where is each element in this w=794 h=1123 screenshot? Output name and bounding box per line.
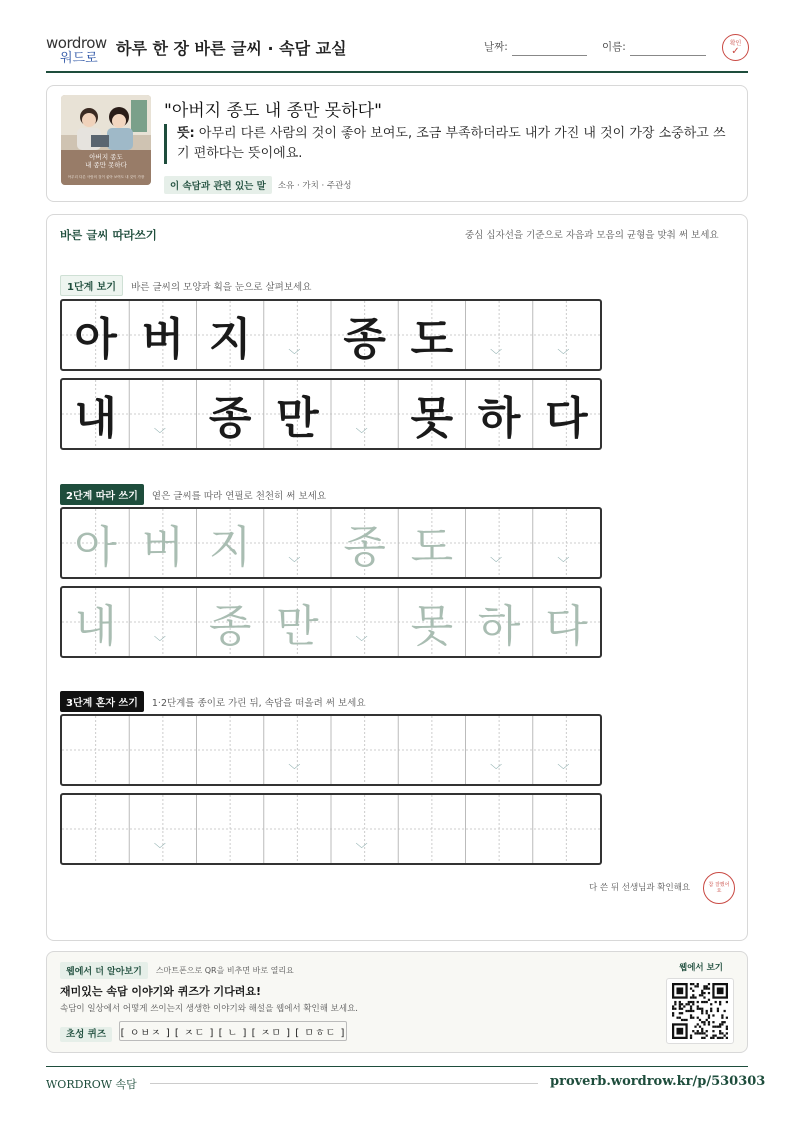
- practice-section-title: 바른 글씨 따라쓰기: [60, 228, 157, 242]
- grid-cell[interactable]: [62, 509, 129, 577]
- space-marker-icon: ﹀: [355, 635, 368, 649]
- grid-cell[interactable]: [466, 795, 533, 863]
- grid-cell: [466, 301, 533, 369]
- initial-consonant-quiz: [ ㅇㅂㅈ ] [ ㅈㄷ ] [ ㄴ ] [ ㅈㅁ ] [ ㅁㅎㄷ ]: [119, 1021, 347, 1041]
- grid-character: 다: [545, 601, 588, 652]
- space-marker-icon: ﹀: [355, 427, 368, 441]
- grid-cell: [129, 301, 196, 369]
- grid-character: 내: [74, 393, 117, 444]
- grid-character: 하: [477, 393, 521, 444]
- grid-cell[interactable]: [129, 795, 196, 863]
- space-marker-icon: ﹀: [153, 842, 166, 856]
- grid-cell[interactable]: [466, 509, 533, 577]
- proverb-illustration: [61, 95, 151, 185]
- qr-label: 웹에서 보기: [679, 963, 724, 973]
- grid-cell[interactable]: [533, 716, 600, 784]
- name-field[interactable]: [630, 41, 706, 56]
- web-more-desc: 속담이 일상에서 어떻게 쓰이는지 생생한 이야기와 해설을 웹에서 확인해 보세요.: [60, 1004, 358, 1014]
- web-more-label: 웹에서 더 알아보기: [60, 962, 148, 979]
- web-more-hint: 스마트폰으로 QR을 비추면 바로 열리요: [155, 966, 294, 975]
- grid-cell[interactable]: [62, 795, 129, 863]
- step1-hint: 바른 글씨의 모양과 획을 눈으로 살펴보세요: [131, 281, 312, 293]
- footer-line: [150, 1083, 538, 1084]
- quiz-label-wrap: [60, 1022, 112, 1041]
- grid-character: 하: [477, 601, 521, 652]
- space-marker-icon: ﹀: [288, 556, 301, 570]
- space-marker-icon: ﹀: [288, 763, 301, 777]
- practice-section-hint: 중심 십자선을 기준으로 자음과 모음의 균형을 맞춰 써 보세요: [465, 230, 719, 241]
- grid-character: 만: [276, 601, 319, 652]
- grid-character: 아: [74, 314, 117, 365]
- space-marker-icon: ﹀: [490, 763, 503, 777]
- teacher-check-text: 다 쓴 뒤 선생님과 확인해요: [589, 883, 691, 893]
- illustration-caption: 아무리 다른 사람의 것이 좋아 보여도 내 것이 가장: [67, 175, 145, 179]
- step2-badge: 2단계 따라 쓰기: [60, 484, 144, 505]
- grid-cell[interactable]: [398, 716, 465, 784]
- grid-cell: [398, 301, 465, 369]
- step3-header: [60, 691, 366, 712]
- grid-cell[interactable]: [197, 509, 264, 577]
- good-job-stamp-icon: [703, 872, 735, 904]
- grid-cell[interactable]: [264, 795, 331, 863]
- grid-cell[interactable]: [62, 588, 129, 656]
- grid-character: 도: [410, 314, 454, 365]
- grid-character: 종: [208, 601, 252, 652]
- grid-character: 다: [545, 393, 588, 444]
- grid-cell[interactable]: [129, 509, 196, 577]
- grid-cell[interactable]: [62, 716, 129, 784]
- step2-line2[interactable]: [60, 586, 602, 658]
- grid-character: 지: [208, 522, 252, 573]
- logo-korean-wordmark: 워드로: [60, 51, 98, 66]
- space-marker-icon: ﹀: [557, 348, 570, 362]
- related-label: 이 속담과 관련 있는 말: [164, 176, 272, 194]
- space-marker-icon: ﹀: [557, 763, 570, 777]
- grid-cell[interactable]: [129, 588, 196, 656]
- meaning-label: 뜻:: [177, 126, 195, 141]
- space-marker-icon: ﹀: [557, 556, 570, 570]
- step2-line1[interactable]: [60, 507, 602, 579]
- step1-header: [60, 275, 311, 296]
- space-marker-icon: ﹀: [153, 427, 166, 441]
- space-marker-icon: ﹀: [355, 842, 368, 856]
- step3-line2[interactable]: [60, 793, 602, 865]
- illustration-title: 아버지 종도 내 종만 못하다: [85, 153, 127, 169]
- step2-hint: 옅은 글씨를 따라 연필로 천천히 써 보세요: [151, 490, 327, 502]
- step3-badge: 3단계 혼자 쓰기: [60, 691, 144, 712]
- page-title: 하루 한 장 바른 글씨 · 속담 교실: [116, 39, 347, 58]
- grid-cell: [62, 380, 129, 448]
- step1-line2: [60, 378, 602, 450]
- grid-cell[interactable]: [129, 716, 196, 784]
- grid-cell: [466, 380, 533, 448]
- qr-code[interactable]: [666, 978, 734, 1044]
- grid-cell[interactable]: [197, 795, 264, 863]
- grid-character: 종: [208, 393, 252, 444]
- proverb-quote: "아버지 종도 내 종만 못하다": [164, 101, 382, 121]
- grid-character: 종: [343, 522, 386, 573]
- grid-cell: [331, 301, 398, 369]
- grid-cell[interactable]: [197, 588, 264, 656]
- grid-cell[interactable]: [197, 716, 264, 784]
- wordrow-logo: [46, 34, 110, 64]
- good-job-stamp-text: 참 잘했어요: [708, 882, 730, 894]
- grid-character: 지: [208, 314, 252, 365]
- date-field[interactable]: [512, 41, 587, 56]
- grid-character: 만: [276, 393, 319, 444]
- grid-character: 못: [410, 393, 454, 444]
- grid-cell: [197, 301, 264, 369]
- footer-brand: WORDROW 속담: [46, 1078, 137, 1091]
- grid-cell[interactable]: [466, 588, 533, 656]
- grid-character: 도: [410, 522, 454, 573]
- grid-cell: [331, 380, 398, 448]
- grid-cell[interactable]: [331, 588, 398, 656]
- grid-cell: [533, 380, 600, 448]
- space-marker-icon: ﹀: [490, 556, 503, 570]
- grid-cell[interactable]: [264, 509, 331, 577]
- grid-cell[interactable]: [331, 795, 398, 863]
- footer-url[interactable]: proverb.wordrow.kr/p/530303: [550, 1074, 766, 1089]
- grid-cell[interactable]: [466, 716, 533, 784]
- related-words-list: 소유 · 가치 · 주관성: [277, 181, 352, 191]
- grid-cell: [398, 380, 465, 448]
- web-more-headline: 재미있는 속담 이야기와 퀴즈가 기다려요!: [60, 985, 261, 998]
- step1-badge: 1단계 보기: [60, 275, 123, 296]
- web-more-header: [60, 962, 294, 979]
- grid-cell: [129, 380, 196, 448]
- grid-cell[interactable]: [533, 588, 600, 656]
- header-divider: [46, 71, 748, 73]
- grid-cell: [264, 301, 331, 369]
- grid-character: 종: [343, 314, 386, 365]
- proverb-meaning: [164, 124, 737, 164]
- grid-character: 버: [141, 522, 185, 573]
- grid-cell: [197, 380, 264, 448]
- grid-cell[interactable]: [398, 588, 465, 656]
- grid-cell: [533, 301, 600, 369]
- meaning-text: 아무리 다른 사람의 것이 좋아 보여도, 조금 부족하더라도 내가 가진 내 것이 가장 소중하고 쓰기 편하다는 뜻이에요.: [177, 126, 726, 161]
- footer-divider: [46, 1066, 748, 1067]
- related-words: [164, 176, 352, 194]
- space-marker-icon: ﹀: [288, 348, 301, 362]
- grid-cell[interactable]: [331, 716, 398, 784]
- step1-line1: [60, 299, 602, 371]
- grid-character: 아: [74, 522, 117, 573]
- illustration-image: [61, 95, 151, 185]
- logo-wordmark: wordrow: [46, 34, 107, 52]
- space-marker-icon: ﹀: [153, 635, 166, 649]
- qr-code-icon: [672, 983, 728, 1039]
- grid-cell[interactable]: [533, 509, 600, 577]
- grid-cell: [62, 301, 129, 369]
- grid-cell[interactable]: [264, 716, 331, 784]
- grid-cell[interactable]: [331, 509, 398, 577]
- grid-character: 못: [410, 601, 454, 652]
- grid-cell[interactable]: [264, 588, 331, 656]
- name-label: 이름:: [602, 41, 626, 53]
- confirm-stamp-icon: 확인 ✓: [722, 34, 749, 61]
- date-label: 날짜:: [484, 41, 508, 53]
- step3-hint: 1·2단계를 종이로 가린 뒤, 속담을 떠올려 써 보세요: [151, 697, 366, 709]
- quiz-label: 초성 퀴즈: [60, 1027, 112, 1042]
- grid-character: 내: [74, 601, 117, 652]
- confirm-stamp-text: 확인: [729, 39, 742, 47]
- grid-cell[interactable]: [533, 795, 600, 863]
- grid-cell[interactable]: [398, 795, 465, 863]
- step3-line1[interactable]: [60, 714, 602, 786]
- grid-cell: [264, 380, 331, 448]
- grid-cell[interactable]: [398, 509, 465, 577]
- space-marker-icon: ﹀: [490, 348, 503, 362]
- grid-character: 버: [141, 314, 185, 365]
- step2-header: [60, 484, 326, 505]
